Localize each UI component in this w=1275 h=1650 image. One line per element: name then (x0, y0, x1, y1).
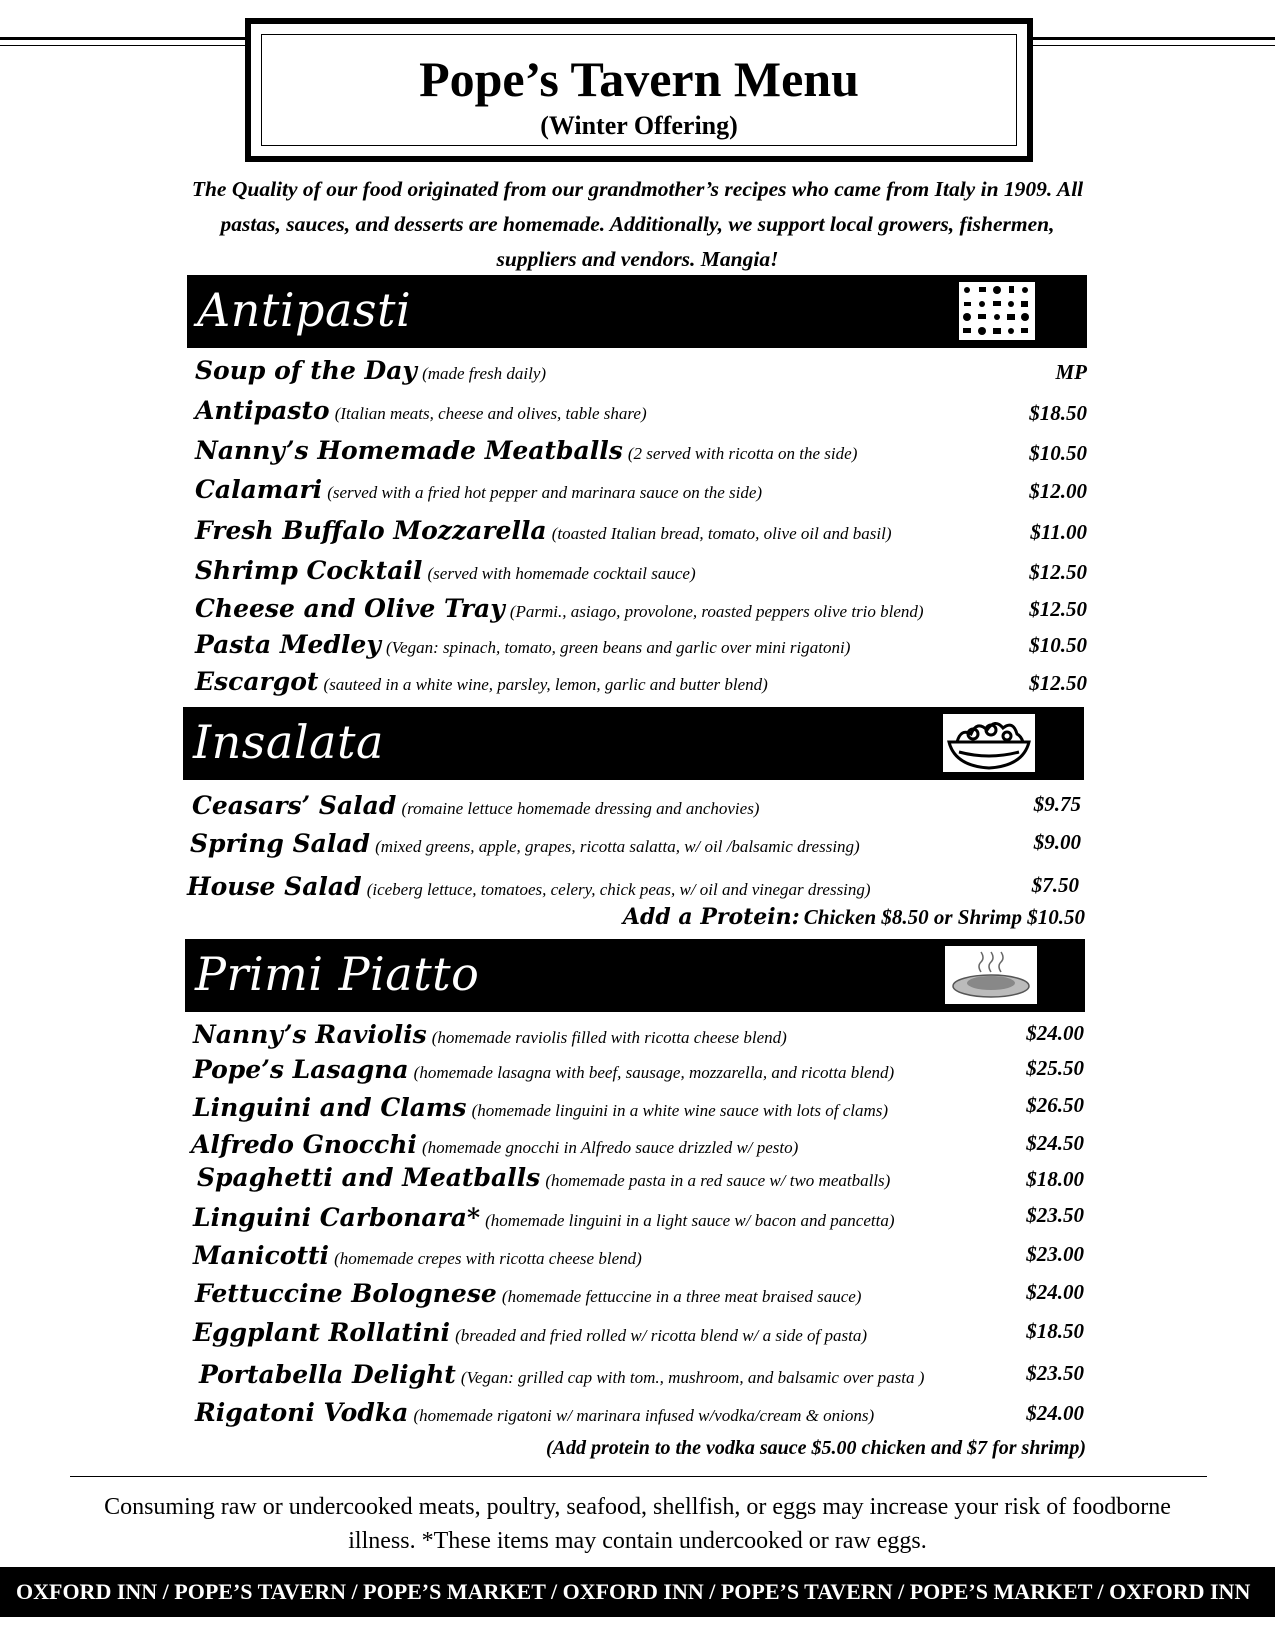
item-name: Nanny’s Homemade Meatballs (195, 436, 623, 465)
item-desc: (homemade fettuccine in a three meat braised sauce) (501, 1287, 862, 1306)
header-rule-left-bottom (0, 45, 245, 46)
menu-item (195, 1398, 874, 1427)
item-price: $12.00 (1029, 479, 1087, 503)
item-name: Fresh Buffalo Mozzarella (195, 516, 547, 545)
page-title: Pope’s Tavern Menu (419, 51, 859, 107)
item-price: $12.50 (1029, 560, 1087, 584)
header-rule-right-bottom (1033, 45, 1275, 46)
title-inner-frame (261, 34, 1017, 146)
item-name: Escargot (195, 667, 319, 696)
item-desc: (homemade pasta in a red sauce w/ two meatballs) (545, 1171, 891, 1190)
item-desc: (homemade linguini in a light sauce w/ bacon and pancetta) (485, 1211, 895, 1230)
item-price: $24.00 (1026, 1280, 1084, 1304)
item-price: $10.50 (1029, 633, 1087, 657)
menu-item (195, 556, 696, 585)
item-price: $10.50 (1029, 441, 1087, 465)
item-price: $24.00 (1026, 1021, 1084, 1045)
item-desc: (homemade gnocchi in Alfredo sauce drizzled w/ pesto) (422, 1138, 799, 1157)
footer-banner-text: OXFORD INN / POPE’S TAVERN / POPE’S MARKET / OXFORD INN / POPE’S TAVERN / POPE’S MARKET / OXFORD INN (16, 1579, 1251, 1604)
section-title-antipasti: Antipasti (197, 283, 412, 337)
disclaimer-text: Consuming raw or undercooked meats, poultry, seafood, shellfish, or eggs may increase your risk of foodborne illness. *These items may contain undercooked or raw eggs. (104, 1494, 1171, 1554)
salad-bowl-icon (943, 714, 1035, 772)
item-price: $23.00 (1026, 1242, 1084, 1266)
item-name: Shrimp Cocktail (195, 556, 423, 585)
pasta-plate-icon (945, 946, 1037, 1004)
item-name: Soup of the Day (195, 356, 417, 385)
item-price: $7.50 (1031, 873, 1079, 897)
item-desc: (Vegan: spinach, tomato, green beans and garlic over mini rigatoni) (385, 638, 851, 657)
item-name: Pope’s Lasagna (193, 1055, 409, 1084)
menu-item (195, 436, 857, 465)
item-price: $11.00 (1030, 520, 1087, 544)
section-title-primi-piatto: Primi Piatto (195, 947, 480, 1001)
item-price: $23.50 (1026, 1361, 1084, 1385)
item-name: Cheese and Olive Tray (195, 594, 505, 623)
item-name: Manicotti (193, 1241, 330, 1270)
item-desc: (Parmi., asiago, provolone, roasted peppers olive trio blend) (509, 602, 924, 621)
menu-item (187, 872, 871, 901)
item-desc: (served with a fried hot pepper and marinara sauce on the side) (327, 483, 763, 502)
header-rule-right-top (1033, 37, 1275, 40)
item-desc: (made fresh daily) (422, 364, 547, 383)
item-name: Spaghetti and Meatballs (197, 1163, 541, 1192)
food-collage-icon (959, 282, 1035, 340)
item-name: Linguini Carbonara* (193, 1203, 481, 1232)
item-desc: (breaded and fried rolled w/ ricotta blend w/ a side of pasta) (455, 1326, 867, 1345)
item-price: $24.00 (1026, 1401, 1084, 1425)
footer-banner (0, 1567, 1275, 1617)
menu-item (197, 1163, 890, 1192)
item-desc: (sauteed in a white wine, parsley, lemon, garlic and butter blend) (323, 675, 768, 694)
item-price: $24.50 (1026, 1131, 1084, 1155)
item-name: Linguini and Clams (193, 1093, 467, 1122)
item-name: Eggplant Rollatini (193, 1318, 450, 1347)
item-desc: (served with homemade cocktail sauce) (427, 564, 696, 583)
item-price: $25.50 (1026, 1056, 1084, 1080)
menu-item (195, 667, 768, 696)
item-desc: (homemade linguini in a white wine sauce with lots of clams) (471, 1101, 889, 1120)
page-subtitle: (Winter Offering) (540, 111, 738, 140)
item-desc: (homemade rigatoni w/ marinara infused w/vodka/cream & onions) (413, 1406, 875, 1425)
item-desc: (iceberg lettuce, tomatoes, celery, chick peas, w/ oil and vinegar dressing) (366, 880, 871, 899)
item-desc: (toasted Italian bread, tomato, olive oil and basil) (551, 524, 892, 543)
title-box (245, 18, 1033, 162)
section-header-antipasti (187, 275, 1087, 348)
item-name: Rigatoni Vodka (195, 1398, 409, 1427)
menu-item (193, 1020, 787, 1049)
intro-text: The Quality of our food originated from our grandmother’s recipes who came from Italy in 1909. All pastas, sauces, and desserts are homemade. Additionally, we support local growers, fishermen, suppliers and vendors. Mangia! (191, 177, 1084, 271)
section-header-insalata (183, 707, 1084, 780)
menu-item (192, 791, 759, 820)
item-desc: (Vegan: grilled cap with tom., mushroom, and balsamic over pasta ) (460, 1368, 925, 1387)
item-name: Nanny’s Raviolis (193, 1020, 427, 1049)
menu-item (195, 1279, 861, 1308)
item-desc: (homemade lasagna with beef, sausage, mozzarella, and ricotta blend) (413, 1063, 895, 1082)
item-name: House Salad (187, 872, 362, 901)
vodka-protein-note: (Add protein to the vodka sauce $5.00 chicken and $7 for shrimp) (545, 1437, 1086, 1459)
item-price: $18.50 (1026, 1319, 1084, 1343)
item-price: $18.50 (1029, 401, 1087, 425)
protein-note-label: Add a Protein: (622, 904, 800, 930)
menu-item (193, 1093, 888, 1122)
menu-item (195, 396, 647, 425)
item-desc: (romaine lettuce homemade dressing and anchovies) (401, 799, 760, 818)
item-name: Spring Salad (190, 829, 370, 858)
section-title-insalata: Insalata (193, 715, 384, 769)
item-price: $9.75 (1033, 792, 1081, 816)
item-price: $12.50 (1029, 671, 1087, 695)
item-price: $12.50 (1029, 597, 1087, 621)
protein-note (623, 904, 1085, 930)
menu-item (195, 475, 762, 504)
menu-item (190, 829, 860, 858)
menu-item (193, 1203, 894, 1232)
menu-item (195, 630, 850, 659)
item-name: Ceasars’ Salad (192, 791, 397, 820)
menu-item (193, 1055, 894, 1084)
item-price: $26.50 (1026, 1093, 1084, 1117)
item-desc: (2 served with ricotta on the side) (627, 444, 858, 463)
item-name: Antipasto (195, 396, 330, 425)
item-price: MP (1055, 360, 1087, 384)
item-desc: (mixed greens, apple, grapes, ricotta salatta, w/ oil /balsamic dressing) (375, 837, 860, 856)
disclaimer-divider (70, 1476, 1207, 1477)
item-price: $23.50 (1026, 1203, 1084, 1227)
item-name: Portabella Delight (199, 1360, 456, 1389)
menu-item (199, 1360, 924, 1389)
menu-item (193, 1241, 642, 1270)
item-name: Pasta Medley (195, 630, 381, 659)
item-desc: (homemade raviolis filled with ricotta cheese blend) (431, 1028, 787, 1047)
item-name: Alfredo Gnocchi (191, 1130, 417, 1159)
item-price: $9.00 (1033, 830, 1081, 854)
item-name: Fettuccine Bolognese (195, 1279, 497, 1308)
protein-note-text: Chicken $8.50 or Shrimp $10.50 (803, 905, 1085, 929)
item-price: $18.00 (1026, 1167, 1084, 1191)
menu-item (191, 1130, 798, 1159)
header-rule-left-top (0, 37, 245, 40)
menu-item (195, 516, 892, 545)
item-desc: (homemade crepes with ricotta cheese blend) (334, 1249, 642, 1268)
item-desc: (Italian meats, cheese and olives, table share) (334, 404, 647, 423)
section-header-primi-piatto (185, 939, 1085, 1012)
menu-item (195, 594, 924, 623)
item-name: Calamari (195, 475, 323, 504)
menu-item (195, 356, 546, 385)
menu-item (193, 1318, 867, 1347)
